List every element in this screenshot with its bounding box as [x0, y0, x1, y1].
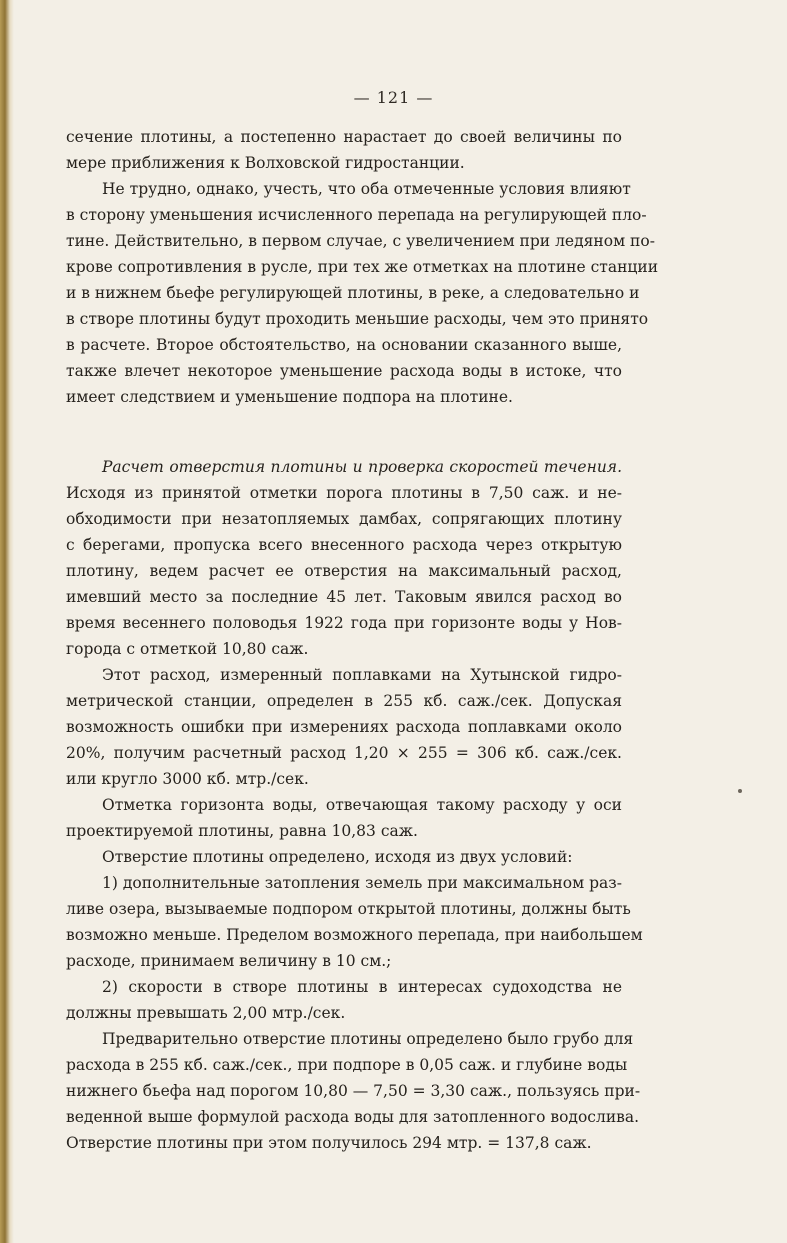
paragraph: [66, 662, 622, 792]
paragraph: [66, 974, 622, 1026]
section-heading: Расчет отверстия плотины и проверка скоростей течения.: [102, 458, 622, 476]
text-line: проектируемой плотины, равна 10,83 саж.: [66, 822, 418, 840]
text-line: также влечет некоторое уменьшение расхода воды в истоке, что: [66, 362, 622, 380]
text-line: 20%, получим расчетный расход 1,20 × 255 = 306 кб. саж./сек.: [66, 744, 622, 762]
text-line: метрической станции, определен в 255 кб. саж./сек. Допуская: [66, 692, 622, 710]
text-line: или кругло 3000 кб. мтр./сек.: [66, 770, 309, 788]
paragraph: [66, 792, 622, 844]
text-line: ливе озера, вызываемые подпором открытой плотины, должны быть: [66, 900, 631, 918]
text-line: должны превышать 2,00 мтр./сек.: [66, 1004, 346, 1022]
text-line: Отверстие плотины определено, исходя из двух условий:: [102, 848, 573, 866]
text-line: в расчете. Второе обстоятельство, на основании сказанного выше,: [66, 336, 622, 354]
text-line: и в нижнем бьефе регулирующей плотины, в реке, а следовательно и: [66, 284, 640, 302]
text-line: тине. Действительно, в первом случае, с увеличением при ледяном по-: [66, 232, 655, 250]
paragraph: [66, 844, 622, 870]
page-binding-edge: [0, 0, 14, 1243]
ink-speck: [738, 789, 742, 793]
text-line: обходимости при незатопляемых дамбах, сопрягающих плотину: [66, 510, 622, 528]
paragraph: [66, 454, 622, 662]
text-line: с берегами, пропуска всего внесенного расхода через открытую: [66, 536, 622, 554]
paragraph: [66, 870, 643, 974]
text-line: Не трудно, однако, учесть, что оба отмеченные условия влияют: [102, 180, 631, 198]
page-body-text: [66, 124, 659, 1156]
paragraph: [66, 1026, 641, 1156]
text-line: в створе плотины будут проходить меньшие расходы, чем это принято: [66, 310, 649, 328]
text-line: плотину, ведем расчет ее отверстия на максимальный расход,: [66, 562, 622, 580]
text-line: крове сопротивления в русле, при тех же отметках на плотине станции: [66, 258, 659, 276]
text-line: Исходя из принятой отметки порога плотины в 7,50 саж. и не-: [66, 484, 622, 502]
text-line: Этот расход, измеренный поплавками на Хутынской гидро-: [102, 666, 622, 684]
section-gap: [66, 410, 622, 454]
paragraph: [66, 124, 622, 176]
text-line: Отметка горизонта воды, отвечающая такому расходу у оси: [102, 796, 622, 814]
page-number: — 121 —: [353, 88, 434, 107]
text-line: имеет следствием и уменьшение подпора на плотине.: [66, 388, 513, 406]
text-line: сечение плотины, а постепенно нарастает до своей величины по: [66, 128, 622, 146]
text-line: в сторону уменьшения исчисленного перепада на регулирующей пло-: [66, 206, 647, 224]
text-line: возможность ошибки при измерениях расхода поплавками около: [66, 718, 622, 736]
text-line: Отверстие плотины при этом получилось 294 мтр. = 137,8 саж.: [66, 1134, 592, 1152]
paragraph: [66, 176, 659, 410]
text-line: имевший место за последние 45 лет. Таковым явился расход во: [66, 588, 622, 606]
text-line: время весеннего половодья 1922 года при горизонте воды у Нов-: [66, 614, 622, 632]
text-line: расходе, принимаем величину в 10 см.;: [66, 952, 392, 970]
text-line: нижнего бьефа над порогом 10,80 — 7,50 = 3,30 саж., пользуясь при-: [66, 1082, 641, 1100]
text-line: 1) дополнительные затопления земель при максимальном раз-: [102, 874, 622, 892]
text-line: Предварительно отверстие плотины определено было грубо для: [102, 1030, 634, 1048]
text-line: мере приближения к Волховской гидростанции.: [66, 154, 465, 172]
text-line: возможно меньше. Пределом возможного перепада, при наибольшем: [66, 926, 643, 944]
text-line: города с отметкой 10,80 саж.: [66, 640, 309, 658]
text-line: 2) скорости в створе плотины в интересах судоходства не: [102, 978, 622, 996]
text-line: расхода в 255 кб. саж./сек., при подпоре в 0,05 саж. и глубине воды: [66, 1056, 628, 1074]
text-line: веденной выше формулой расхода воды для затопленного водослива.: [66, 1108, 640, 1126]
